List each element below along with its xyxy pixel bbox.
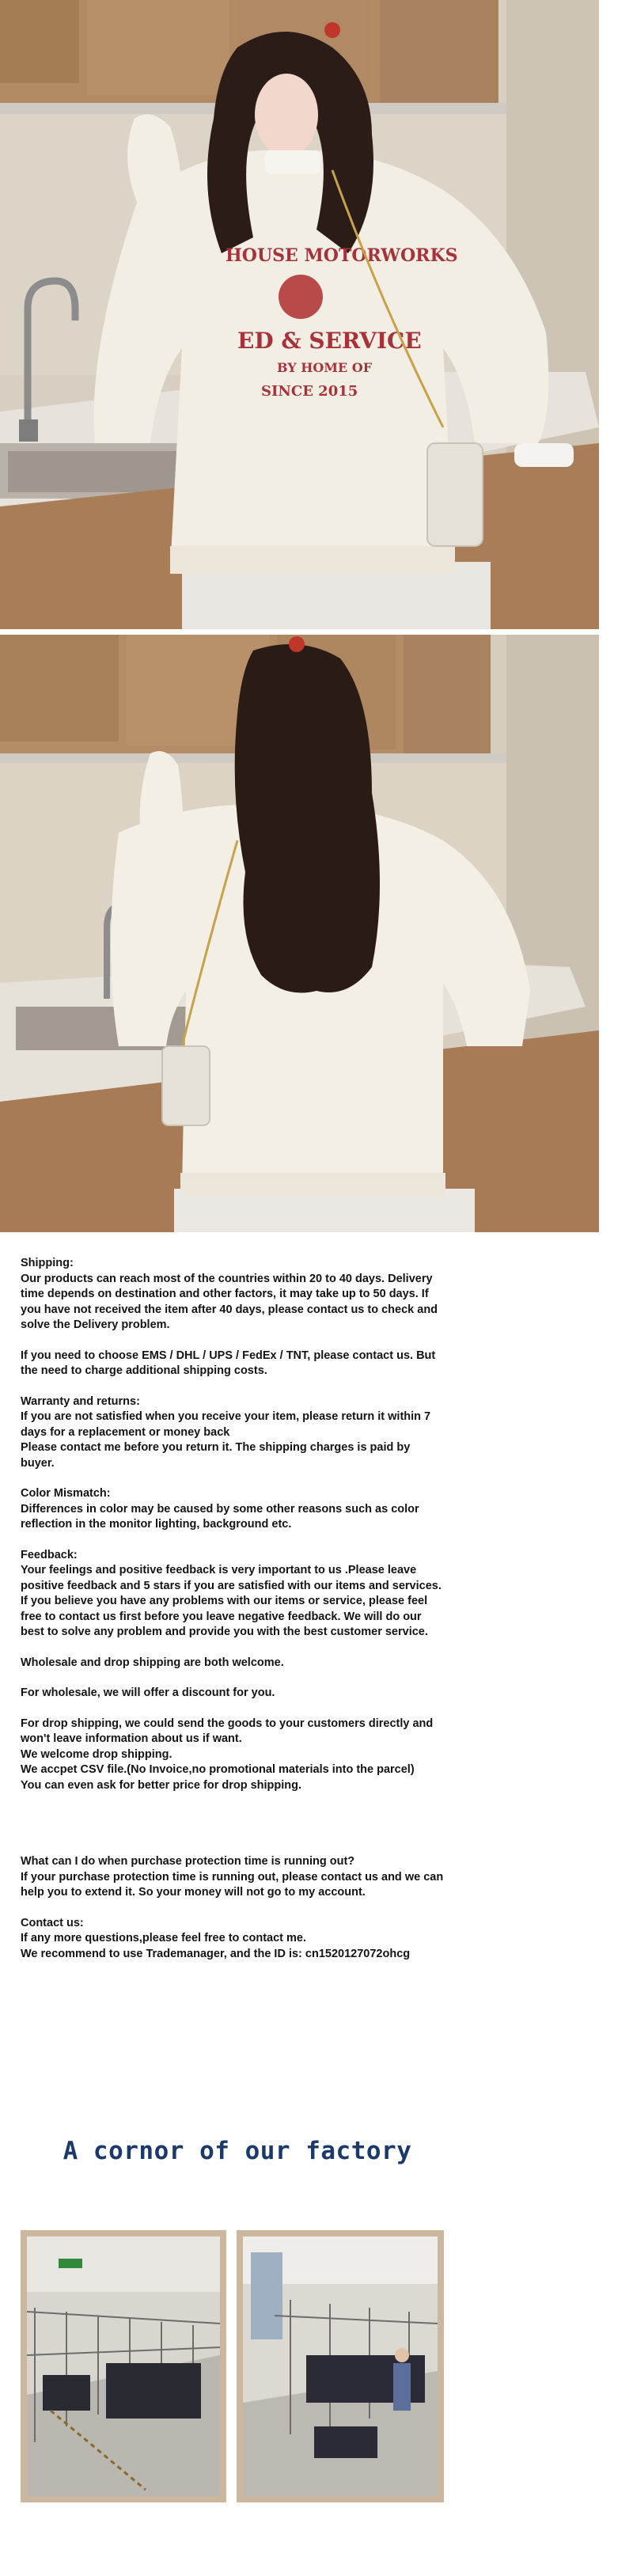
- contact-section: [21, 1916, 460, 1963]
- dropship-line: For drop shipping, we could send the goods to your customers directly and: [21, 1717, 434, 1730]
- print-line-1: HOUSE MOTORWORKS: [226, 245, 458, 266]
- feedback-line: Your feelings and positive feedback is very important to us .Please leave: [21, 1564, 417, 1576]
- contact-line: If any more questions,please feel free to contact me.: [21, 1932, 306, 1944]
- protection-line: help you to extend it. So your money will not go to my account.: [21, 1886, 366, 1899]
- protection-line: If your purchase protection time is running out, please contact us and we can: [21, 1870, 444, 1884]
- carriers-line: If you need to choose EMS / DHL / UPS / FedEx / TNT, please contact us. But: [21, 1349, 436, 1362]
- dropship-line: We accpet CSV file.(No Invoice,no promotional materials into the parcel): [21, 1763, 415, 1776]
- shipping-heading: Shipping:: [21, 1257, 74, 1269]
- factory-photo-left: [21, 2230, 226, 2502]
- print-line-3: BY HOME OF: [277, 360, 373, 375]
- color-line: Differences in color may be caused by some other reasons such as color: [21, 1502, 419, 1516]
- contact-heading: Contact us:: [21, 1916, 84, 1929]
- warranty-line: Please contact me before you return it. The shipping charges is paid by: [21, 1441, 411, 1454]
- print-line-4: SINCE 2015: [261, 383, 358, 400]
- policy-text: [21, 1256, 460, 1977]
- protection-heading: What can I do when purchase protection time is running out?: [21, 1855, 355, 1868]
- color-heading: Color Mismatch:: [21, 1487, 111, 1500]
- feedback-line: positive feedback and 5 stars if you are satisfied with our items and services.: [21, 1579, 442, 1592]
- warranty-line: If you are not satisfied when you receive your item, please return it within 7: [21, 1410, 431, 1423]
- product-photo-front: [0, 0, 599, 629]
- carriers-line: the need to charge additional shipping costs.: [21, 1364, 267, 1377]
- wholesale-line: Wholesale and drop shipping are both welcome.: [21, 1656, 284, 1669]
- warranty-line: buyer.: [21, 1456, 55, 1470]
- shipping-line: time depends on destination and other factors, it may take up to 50 days. If: [21, 1288, 429, 1300]
- feedback-section: [21, 1548, 460, 1641]
- warranty-section: [21, 1394, 460, 1472]
- warranty-line: days for a replacement or money back: [21, 1425, 230, 1439]
- shipping-line: solve the Delivery problem.: [21, 1318, 170, 1331]
- dropship-section: [21, 1717, 460, 1794]
- dropship-line: We welcome drop shipping.: [21, 1747, 172, 1761]
- color-line: reflection in the monitor lighting, background etc.: [21, 1518, 292, 1531]
- shipping-section: [21, 1256, 460, 1334]
- discount-section: [21, 1686, 460, 1702]
- protection-section: [21, 1854, 460, 1901]
- discount-line: For wholesale, we will offer a discount for you.: [21, 1686, 275, 1699]
- shipping-line: Our products can reach most of the countries within 20 to 40 days. Delivery: [21, 1272, 433, 1285]
- feedback-heading: Feedback:: [21, 1548, 78, 1561]
- feedback-line: free to contact us first before you leave negative feedback. We will do our: [21, 1610, 422, 1623]
- factory-title: A cornor of our factory: [63, 2137, 412, 2165]
- factory-photo-right: [237, 2230, 444, 2502]
- wholesale-section: [21, 1656, 460, 1671]
- color-section: [21, 1486, 460, 1533]
- product-photo-back: [0, 635, 599, 1232]
- dropship-line: You can even ask for better price for drop shipping.: [21, 1778, 302, 1792]
- carriers-section: [21, 1349, 460, 1379]
- feedback-line: best to solve any problem and provide you with the best customer service.: [21, 1626, 428, 1638]
- shipping-line: you have not received the item after 40 days, please contact us to check and: [21, 1303, 438, 1316]
- warranty-heading: Warranty and returns:: [21, 1394, 140, 1408]
- contact-line: We recommend to use Trademanager, and the ID is: cn1520127072ohcg: [21, 1947, 411, 1960]
- feedback-line: If you believe you have any problems with our items or service, please feel: [21, 1595, 428, 1607]
- dropship-line: won't leave information about us if want.: [21, 1732, 242, 1745]
- print-line-2: ED & SERVICE: [237, 328, 422, 354]
